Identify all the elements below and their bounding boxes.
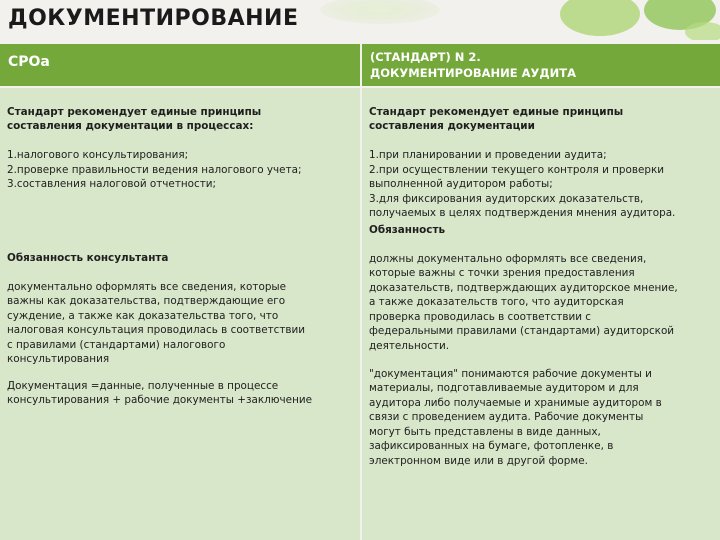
left-column <box>0 88 360 540</box>
right-duty-text: должны документально оформлять все сведения, которые важны с точки зрения предоставления доказательств, подтверждающих аудиторское мнение, а также доказательств того, что аудиторская проверка проводилась в соответствии с федеральными правилами (стандартами) аудиторской деятельности. <box>369 252 678 352</box>
right-duty-block <box>369 208 716 368</box>
comparison-table <box>0 44 720 540</box>
left-principles-heading: Стандарт рекомендует единые принципы составления документации в процессах: <box>7 105 262 132</box>
left-duty-text: документально оформлять все сведения, которые важны как доказательства, подтверждающие его суждение, а также как доказательства того, что налоговая консультация проводилась в соответствии с правилами (стандартами) налогового консультирования <box>7 280 306 365</box>
right-duty-heading: Обязанность <box>369 223 446 236</box>
right-principles-heading: Стандарт рекомендует единые принципы составления документации <box>369 105 624 132</box>
right-column <box>362 88 720 540</box>
header-left-cell <box>0 44 360 86</box>
right-documentation-block <box>369 352 716 483</box>
left-principles-list: 1.налогового консультирования; 2.проверке правильности ведения налогового учета; 3.составления налоговой отчетности; <box>7 149 302 190</box>
header-right-label: (СТАНДАРТ) N 2. ДОКУМЕНТИРОВАНИЕ АУДИТА <box>370 50 577 80</box>
left-principles-block <box>7 90 356 206</box>
left-duty-block <box>7 236 356 381</box>
page-title: ДОКУМЕНТИРОВАНИЕ <box>8 6 299 31</box>
left-duty-heading: Обязанность консультанта <box>7 251 169 264</box>
right-documentation-text: "документация" понимаются рабочие документы и материалы, подготавливаемые аудитором и для аудитора либо получаемые и хранимые аудитором в связи с проведением аудита. Рабочие документы могут быть представлены в виде данных, зафиксированных на бумаге, фотопленке, в электронном виде или в другой форме. <box>369 367 662 467</box>
left-documentation-text: Документация =данные, полученные в процессе консультирования + рабочие документы +заключение <box>7 379 313 406</box>
left-documentation-block <box>7 364 356 422</box>
right-principles-list: 1.при планировании и проведении аудита; 2.при осуществлении текущего контроля и проверки выполненной аудитором работы; 3.для фиксирования аудиторских доказательств, получаемых в целях подтверждения мнения аудитора. <box>369 149 676 219</box>
header-right-cell <box>362 44 720 86</box>
header-left-label: СРОа <box>8 54 50 70</box>
